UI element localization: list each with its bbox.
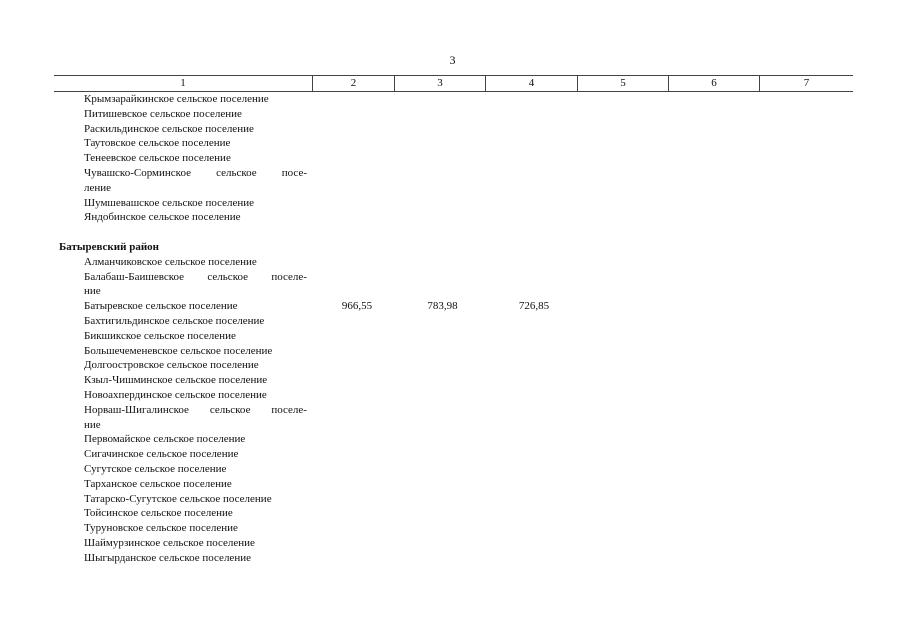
table-row xyxy=(54,344,853,359)
settlement-name xyxy=(54,107,307,122)
settlement-name xyxy=(54,299,307,314)
settlement-name xyxy=(54,536,307,551)
settlement-name xyxy=(54,151,307,166)
table-row xyxy=(54,358,853,373)
settlement-name-part: Норваш-Шигалинское xyxy=(84,403,189,416)
table-row xyxy=(54,151,853,166)
header-col-7: 7 xyxy=(803,77,810,89)
table-row xyxy=(54,536,853,551)
settlement-name xyxy=(54,418,307,433)
settlement-name xyxy=(54,196,307,211)
settlement-name-part: поселе- xyxy=(271,270,307,283)
table-row xyxy=(54,314,853,329)
settlement-name xyxy=(54,255,307,270)
settlement-name-part: Таутовское сельское поселение xyxy=(84,137,231,150)
settlement-name xyxy=(54,358,307,373)
value-col-4: 726,85 xyxy=(518,300,550,313)
settlement-name xyxy=(54,403,307,418)
settlement-name xyxy=(54,373,307,388)
district-heading: Батыревский район xyxy=(59,240,159,253)
table-row xyxy=(54,492,853,507)
spacer xyxy=(54,225,853,240)
settlement-name-part: поселе- xyxy=(271,403,307,416)
table-row xyxy=(54,329,853,344)
table-row xyxy=(54,551,853,566)
table-row xyxy=(54,418,853,433)
table-row xyxy=(54,107,853,122)
table-row xyxy=(54,373,853,388)
page-number: 3 xyxy=(449,53,456,67)
table-body xyxy=(54,92,853,566)
settlement-name-part: Татарско-Сугутское сельское поселение xyxy=(84,492,272,505)
settlement-name-part: Яндобинское сельское поселение xyxy=(84,211,241,224)
table-row xyxy=(54,403,853,418)
settlement-name-part: Долгоостровское сельское поселение xyxy=(84,359,259,372)
settlement-name xyxy=(54,447,307,462)
settlement-name-part: ние xyxy=(84,418,101,431)
settlement-name xyxy=(54,270,307,285)
table-row xyxy=(54,196,853,211)
table-row xyxy=(54,270,853,285)
settlement-name xyxy=(54,210,307,225)
settlement-name xyxy=(54,521,307,536)
table-row xyxy=(54,166,853,181)
settlement-name-part: Батыревское сельское поселение xyxy=(84,300,238,313)
settlement-name-part: Тойсинское сельское поселение xyxy=(84,507,233,520)
settlement-name xyxy=(54,492,307,507)
settlement-name-part: Чувашско-Сорминское xyxy=(84,166,191,179)
district-heading-row xyxy=(54,240,853,255)
settlement-name xyxy=(54,181,307,196)
settlement-name-part: Балабаш-Баишевское xyxy=(84,270,185,283)
settlement-name-part: ние xyxy=(84,285,101,298)
settlement-name xyxy=(54,551,307,566)
settlement-name-part: Новоахпердинское сельское поселение xyxy=(84,388,267,401)
table-row xyxy=(54,299,853,314)
settlement-name-part: Шаймурзинское сельское поселение xyxy=(84,536,255,549)
settlement-name xyxy=(54,432,307,447)
settlement-name-part: сельское xyxy=(207,270,248,283)
settlement-name-part: Тарханское сельское поселение xyxy=(84,477,232,490)
settlement-name-part: сельское xyxy=(216,166,257,179)
table-row xyxy=(54,477,853,492)
settlement-name-part: Сигачинское сельское поселение xyxy=(84,448,239,461)
settlement-name xyxy=(54,477,307,492)
table-row xyxy=(54,462,853,477)
settlement-name-part: Туруновское сельское поселение xyxy=(84,522,238,535)
settlement-name xyxy=(54,122,307,137)
table-row xyxy=(54,521,853,536)
header-col-6: 6 xyxy=(669,76,760,91)
table-row xyxy=(54,255,853,270)
settlement-name-part: Питишевское сельское поселение xyxy=(84,107,242,120)
settlement-name-part: Кзыл-Чишминское сельское поселение xyxy=(84,374,268,387)
settlement-name-part: Большечеменевское сельское поселение xyxy=(84,344,273,357)
table-row xyxy=(54,432,853,447)
settlement-name-part: Алманчиковское сельское поселение xyxy=(84,255,257,268)
table-row xyxy=(54,181,853,196)
settlement-name xyxy=(54,92,307,107)
table-row xyxy=(54,136,853,151)
table-row xyxy=(54,284,853,299)
settlement-name xyxy=(54,388,307,403)
settlement-name xyxy=(54,136,307,151)
settlement-name-part: Сугутское сельское поселение xyxy=(84,462,227,475)
settlement-name-part: Раскильдинское сельское поселение xyxy=(84,122,254,135)
settlement-name-part: Бахтигильдинское сельское поселение xyxy=(84,314,265,327)
header-col-1: 1 xyxy=(54,76,313,91)
header-col-2: 2 xyxy=(313,76,395,91)
settlement-name-part: Бикшикское сельское поселение xyxy=(84,329,236,342)
settlement-name-part: Тенеевское сельское поселение xyxy=(84,152,231,165)
table-row xyxy=(54,92,853,107)
value-col-2: 966,55 xyxy=(341,300,373,313)
settlement-name xyxy=(54,506,307,521)
settlement-name-part: сельское xyxy=(209,403,251,416)
settlement-name xyxy=(54,284,307,299)
value-col-3: 783,98 xyxy=(427,300,458,313)
table-row xyxy=(54,388,853,403)
settlement-name-part: Шумшевашское сельское поселение xyxy=(84,196,255,209)
header-col-5: 5 xyxy=(578,76,669,91)
settlement-name-part: Первомайское сельское поселение xyxy=(84,433,246,446)
settlement-name-part: Шыгырданское сельское поселение xyxy=(84,551,251,564)
table-row xyxy=(54,506,853,521)
settlement-name-part: ление xyxy=(84,181,112,194)
table-row xyxy=(54,210,853,225)
table-row xyxy=(54,447,853,462)
settlement-name xyxy=(54,166,307,181)
settlement-name-part: посе- xyxy=(281,166,307,179)
header-col-3: 3 xyxy=(395,76,486,91)
header-col-4: 4 xyxy=(486,76,578,91)
settlement-name xyxy=(54,462,307,477)
settlement-name-part: Крымзарайкинское сельское поселение xyxy=(84,93,269,105)
table-header xyxy=(54,75,853,92)
settlement-name xyxy=(54,314,307,329)
table-row xyxy=(54,122,853,137)
settlement-name xyxy=(54,344,307,359)
settlement-name xyxy=(54,329,307,344)
